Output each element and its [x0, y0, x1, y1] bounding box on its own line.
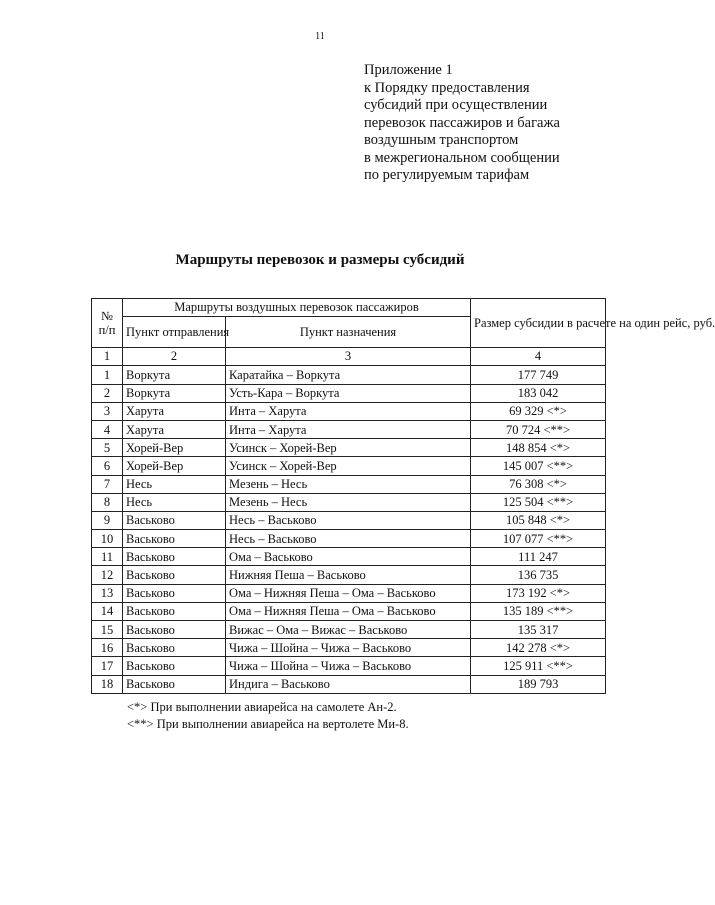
row-destination: Чижа – Шойна – Чижа – Васьково [226, 639, 471, 657]
table-row [92, 530, 606, 548]
appendix-line: воздушным транспортом [364, 132, 519, 148]
table-body [92, 366, 606, 693]
document-title: Маршруты перевозок и размеры субсидий [175, 252, 465, 268]
row-subsidy: 189 793 [471, 675, 606, 693]
footnote: <**> При выполнении авиарейса на вертолете Ми-8. [127, 716, 409, 731]
row-origin: Воркута [123, 366, 226, 384]
row-destination: Ома – Нижняя Пеша – Ома – Васьково [226, 584, 471, 602]
row-subsidy: 125 504 <**> [471, 493, 606, 511]
row-subsidy: 173 192 <*> [471, 584, 606, 602]
row-subsidy: 183 042 [471, 384, 606, 402]
row-origin: Васьково [123, 639, 226, 657]
row-origin: Несь [123, 475, 226, 493]
row-number: 4 [92, 420, 123, 438]
row-destination: Вижас – Ома – Вижас – Васьково [226, 621, 471, 639]
appendix-note [364, 62, 634, 185]
row-origin: Васьково [123, 511, 226, 529]
row-destination: Усинск – Хорей-Вер [226, 457, 471, 475]
table-row [92, 657, 606, 675]
table-row [92, 439, 606, 457]
column-number: 4 [471, 348, 606, 366]
header-destination: Пункт назначения [226, 317, 471, 348]
row-destination: Ома – Нижняя Пеша – Ома – Васьково [226, 602, 471, 620]
row-destination: Чижа – Шойна – Чижа – Васьково [226, 657, 471, 675]
row-destination: Каратайка – Воркута [226, 366, 471, 384]
appendix-line: по регулируемым тарифам [364, 167, 530, 183]
page-number: 11 [315, 31, 325, 42]
header-num: № п/п [92, 299, 123, 348]
row-destination: Усть-Кара – Воркута [226, 384, 471, 402]
table-row [92, 639, 606, 657]
row-origin: Васьково [123, 621, 226, 639]
row-subsidy: 135 189 <**> [471, 602, 606, 620]
appendix-line: к Порядку предоставления [364, 79, 530, 96]
row-origin: Хорей-Вер [123, 439, 226, 457]
row-subsidy: 70 724 <**> [471, 420, 606, 438]
row-origin: Васьково [123, 566, 226, 584]
row-destination: Несь – Васьково [226, 530, 471, 548]
row-subsidy: 148 854 <*> [471, 439, 606, 457]
table-row [92, 621, 606, 639]
row-subsidy: 177 749 [471, 366, 606, 384]
appendix-line: субсидий при осуществлении [364, 97, 548, 113]
row-subsidy: 142 278 <*> [471, 639, 606, 657]
row-origin: Васьково [123, 530, 226, 548]
table-row [92, 493, 606, 511]
header-origin: Пункт отправления [123, 317, 226, 348]
appendix-line: перевозок пассажиров и багажа [364, 114, 560, 131]
routes-table [91, 298, 715, 694]
row-number: 2 [92, 384, 123, 402]
row-destination: Мезень – Несь [226, 475, 471, 493]
header-subsidy: Размер субсидии в расчете на один рейс, руб. [471, 299, 606, 348]
row-number: 16 [92, 639, 123, 657]
table-row [92, 675, 606, 693]
table-row [92, 548, 606, 566]
footnotes [127, 699, 409, 732]
row-destination: Инта – Харута [226, 402, 471, 420]
row-origin: Васьково [123, 657, 226, 675]
table-row [92, 420, 606, 438]
table-row [92, 457, 606, 475]
row-destination: Индига – Васьково [226, 675, 471, 693]
row-number: 3 [92, 402, 123, 420]
table-row [92, 602, 606, 620]
row-subsidy: 135 317 [471, 621, 606, 639]
table-row [92, 366, 606, 384]
row-destination: Инта – Харута [226, 420, 471, 438]
row-origin: Васьково [123, 675, 226, 693]
row-subsidy: 107 077 <**> [471, 530, 606, 548]
row-origin: Хорей-Вер [123, 457, 226, 475]
row-origin: Воркута [123, 384, 226, 402]
row-number: 9 [92, 511, 123, 529]
row-number: 7 [92, 475, 123, 493]
row-destination: Усинск – Хорей-Вер [226, 439, 471, 457]
row-number: 14 [92, 602, 123, 620]
row-number: 8 [92, 493, 123, 511]
row-number: 5 [92, 439, 123, 457]
row-number: 11 [92, 548, 123, 566]
row-destination: Несь – Васьково [226, 511, 471, 529]
footnote: <*> При выполнении авиарейса на самолете Ан-2. [127, 700, 397, 714]
row-origin: Васьково [123, 548, 226, 566]
column-number: 1 [92, 348, 123, 366]
row-subsidy: 76 308 <*> [471, 475, 606, 493]
row-destination: Ома – Васьково [226, 548, 471, 566]
row-subsidy: 105 848 <*> [471, 511, 606, 529]
row-number: 10 [92, 530, 123, 548]
appendix-line: в межрегиональном сообщении [364, 149, 560, 166]
row-number: 18 [92, 675, 123, 693]
appendix-line: Приложение 1 [364, 62, 453, 78]
table-row [92, 384, 606, 402]
row-number: 17 [92, 657, 123, 675]
row-origin: Харута [123, 420, 226, 438]
row-origin: Несь [123, 493, 226, 511]
row-destination: Нижняя Пеша – Васьково [226, 566, 471, 584]
row-origin: Харута [123, 402, 226, 420]
table-header [92, 299, 715, 366]
row-number: 1 [92, 366, 123, 384]
row-number: 6 [92, 457, 123, 475]
row-subsidy: 145 007 <**> [471, 457, 606, 475]
row-number: 15 [92, 621, 123, 639]
table-row [92, 584, 606, 602]
table-row [92, 475, 606, 493]
row-origin: Васьково [123, 602, 226, 620]
table-row [92, 511, 606, 529]
row-destination: Мезень – Несь [226, 493, 471, 511]
column-number: 3 [226, 348, 471, 366]
table-row [92, 566, 606, 584]
row-subsidy: 136 735 [471, 566, 606, 584]
row-number: 12 [92, 566, 123, 584]
table-row [92, 402, 606, 420]
row-subsidy: 111 247 [471, 548, 606, 566]
row-subsidy: 69 329 <*> [471, 402, 606, 420]
row-number: 13 [92, 584, 123, 602]
header-routes-group: Маршруты воздушных перевозок пассажиров [123, 299, 471, 317]
row-origin: Васьково [123, 584, 226, 602]
row-subsidy: 125 911 <**> [471, 657, 606, 675]
column-number: 2 [123, 348, 226, 366]
